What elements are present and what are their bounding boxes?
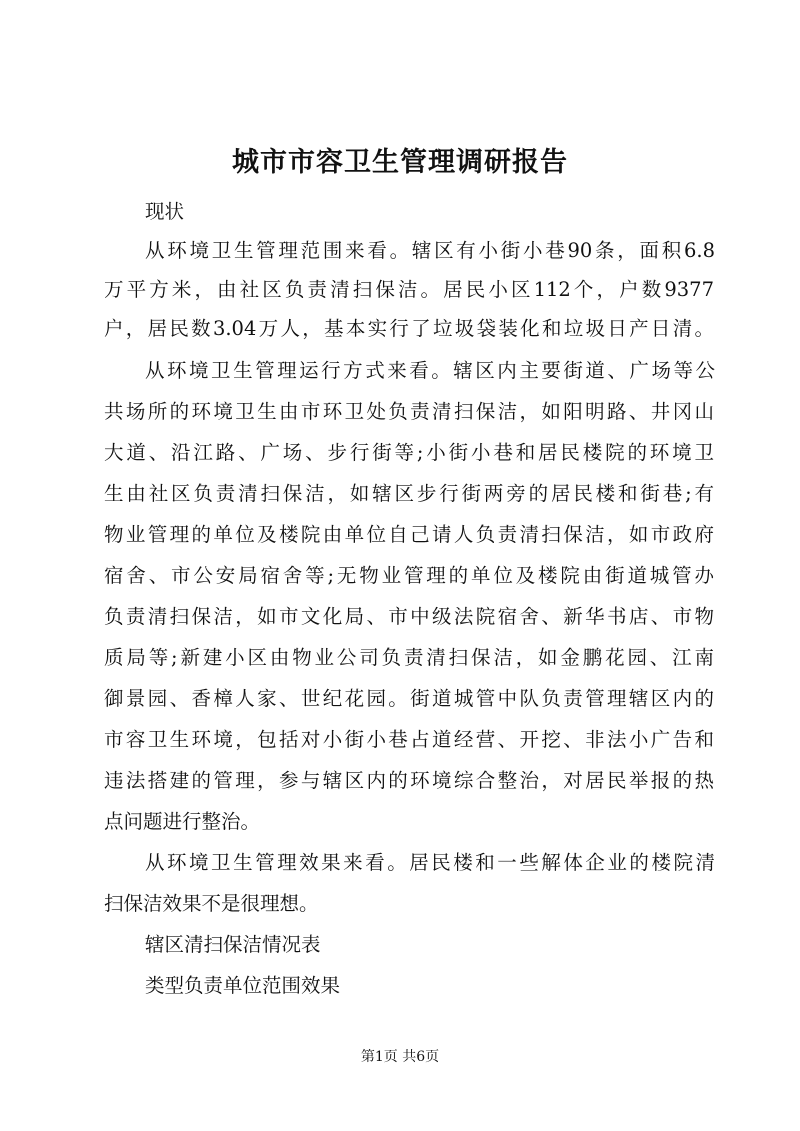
text-line: 点问题进行整治。 (104, 810, 261, 833)
text-line: 负责清扫保洁，如市文化局、市中级法院宿舍、新华书店、市物 (104, 605, 714, 628)
text-line: 共场所的环境卫生由市环卫处负责清扫保洁，如阳明路、井冈山 (104, 400, 714, 423)
text-line: 从环境卫生管理效果来看。居民楼和一些解体企业的楼院清 (145, 851, 715, 874)
text-line: 从环境卫生管理运行方式来看。辖区内主要街道、广场等公 (145, 359, 715, 382)
page-footer: 第1页 共6页 (360, 1049, 440, 1065)
text-line: 从环境卫生管理范围来看。辖区有小街小巷90条，面积6.8 (145, 239, 715, 262)
text-line: 户，居民数3.04万人，基本实行了垃圾袋装化和垃圾日产日清。 (104, 317, 714, 340)
text-line: 生由社区负责清扫保洁，如辖区步行街两旁的居民楼和街巷;有 (104, 482, 714, 505)
text-line: 宿舍、市公安局宿舍等;无物业管理的单位及楼院由街道城管办 (104, 564, 714, 587)
text-line: 扫保洁效果不是很理想。 (104, 892, 319, 915)
text-line: 市容卫生环境，包括对小街小巷占道经营、开挖、非法小广告和 (104, 728, 714, 751)
text-line: 大道、沿江路、广场、步行街等;小街小巷和居民楼院的环境卫 (104, 441, 714, 464)
text-line: 御景园、香樟人家、世纪花园。街道城管中队负责管理辖区内的 (104, 687, 714, 710)
text-line: 质局等;新建小区由物业公司负责清扫保洁，如金鹏花园、江南 (104, 646, 714, 669)
text-line: 万平方米，由社区负责清扫保洁。居民小区112个，户数9377 (104, 278, 714, 301)
heading-status: 现状 (145, 200, 185, 223)
text-line: 违法搭建的管理，参与辖区内的环境综合整治，对居民举报的热 (104, 769, 714, 792)
text-line: 物业管理的单位及楼院由单位自己请人负责清扫保洁，如市政府 (104, 523, 714, 546)
table-caption: 辖区清扫保洁情况表 (145, 933, 321, 956)
table-header-text: 类型负责单位范围效果 (145, 974, 341, 997)
document-title: 城市市容卫生管理调研报告 (232, 147, 568, 178)
